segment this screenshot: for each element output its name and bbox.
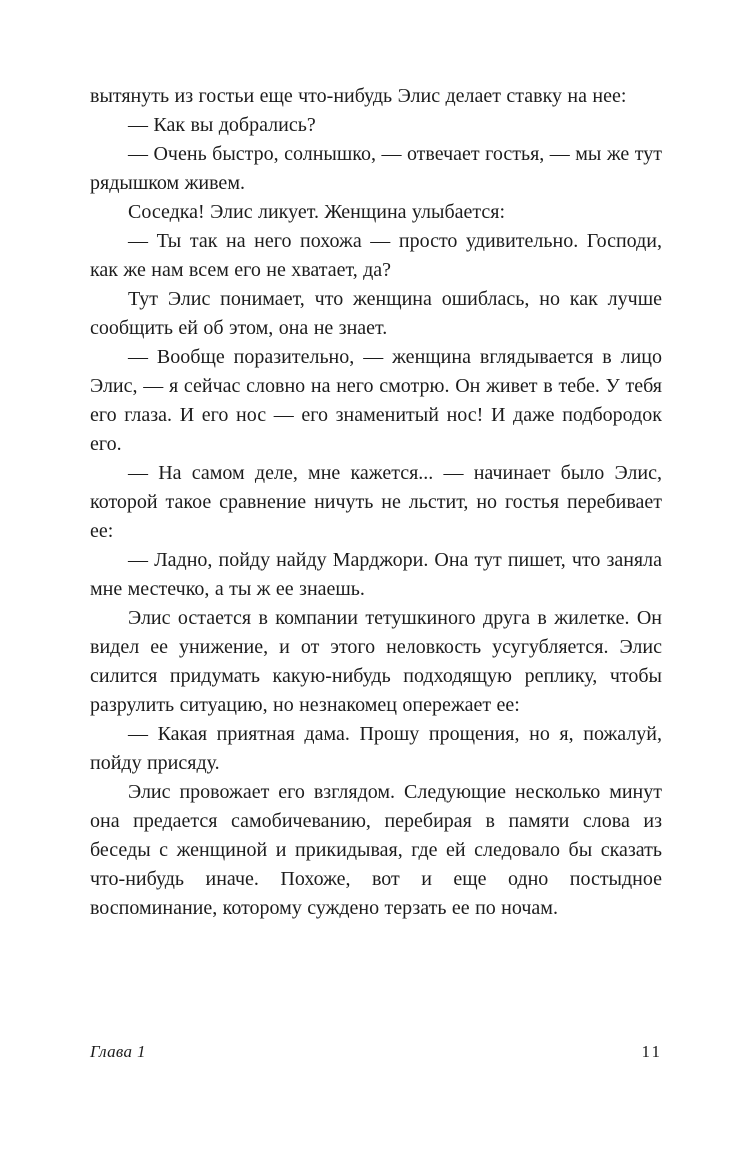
paragraph: Тут Элис понимает, что женщина ошиблась, но как лучше сообщить ей об этом, она не знает. (90, 288, 662, 339)
paragraph: — Какая приятная дама. Прошу прощения, но я, пожалуй, пойду присяду. (90, 723, 662, 774)
paragraph: — Очень быстро, солнышко, — отвечает гостья, — мы же тут рядышком живем. (90, 143, 662, 194)
paragraph: Соседка! Элис ликует. Женщина улыбается: (128, 201, 506, 223)
paragraph: вытянуть из гостьи еще что-нибудь Элис делает ставку на нее: (90, 85, 627, 107)
paragraph: — Как вы добрались? (128, 114, 316, 136)
page-body-text (90, 82, 662, 923)
paragraph: Элис остается в компании тетушкиного друга в жилетке. Он видел ее унижение, и от этого неловкость усугубляется. Элис силится придумать какую-нибудь подходящую реплику, чтобы разрулить ситуацию, но незнакомец опережает ее: (90, 607, 662, 716)
paragraph: Элис провожает его взглядом. Следующие несколько минут она предается самобичеванию, перебирая в памяти слова из беседы с женщиной и прикидывая, где ей следовало бы сказать что-нибудь иначе. Похоже, вот и еще одно постыдное воспоминание, которому суждено терзать ее по ночам. (90, 781, 662, 919)
paragraph: — Ладно, пойду найду Марджори. Она тут пишет, что заняла мне местечко, а ты ж ее знаешь. (90, 549, 662, 600)
paragraph: — Ты так на него похожа — просто удивительно. Господи, как же нам всем его не хватает, да? (90, 230, 662, 281)
page-number: 11 (641, 1042, 662, 1061)
running-chapter-title: Глава 1 (90, 1042, 146, 1061)
page-footer (90, 1042, 662, 1062)
paragraph: — Вообще поразительно, — женщина вглядывается в лицо Элис, — я сейчас словно на него смотрю. Он живет в тебе. У тебя его глаза. И его нос — его знаменитый нос! И даже подбородок его. (90, 346, 662, 455)
paragraph: — На самом деле, мне кажется... — начинает было Элис, которой такое сравнение ничуть не льстит, но гостья перебивает ее: (90, 462, 662, 542)
